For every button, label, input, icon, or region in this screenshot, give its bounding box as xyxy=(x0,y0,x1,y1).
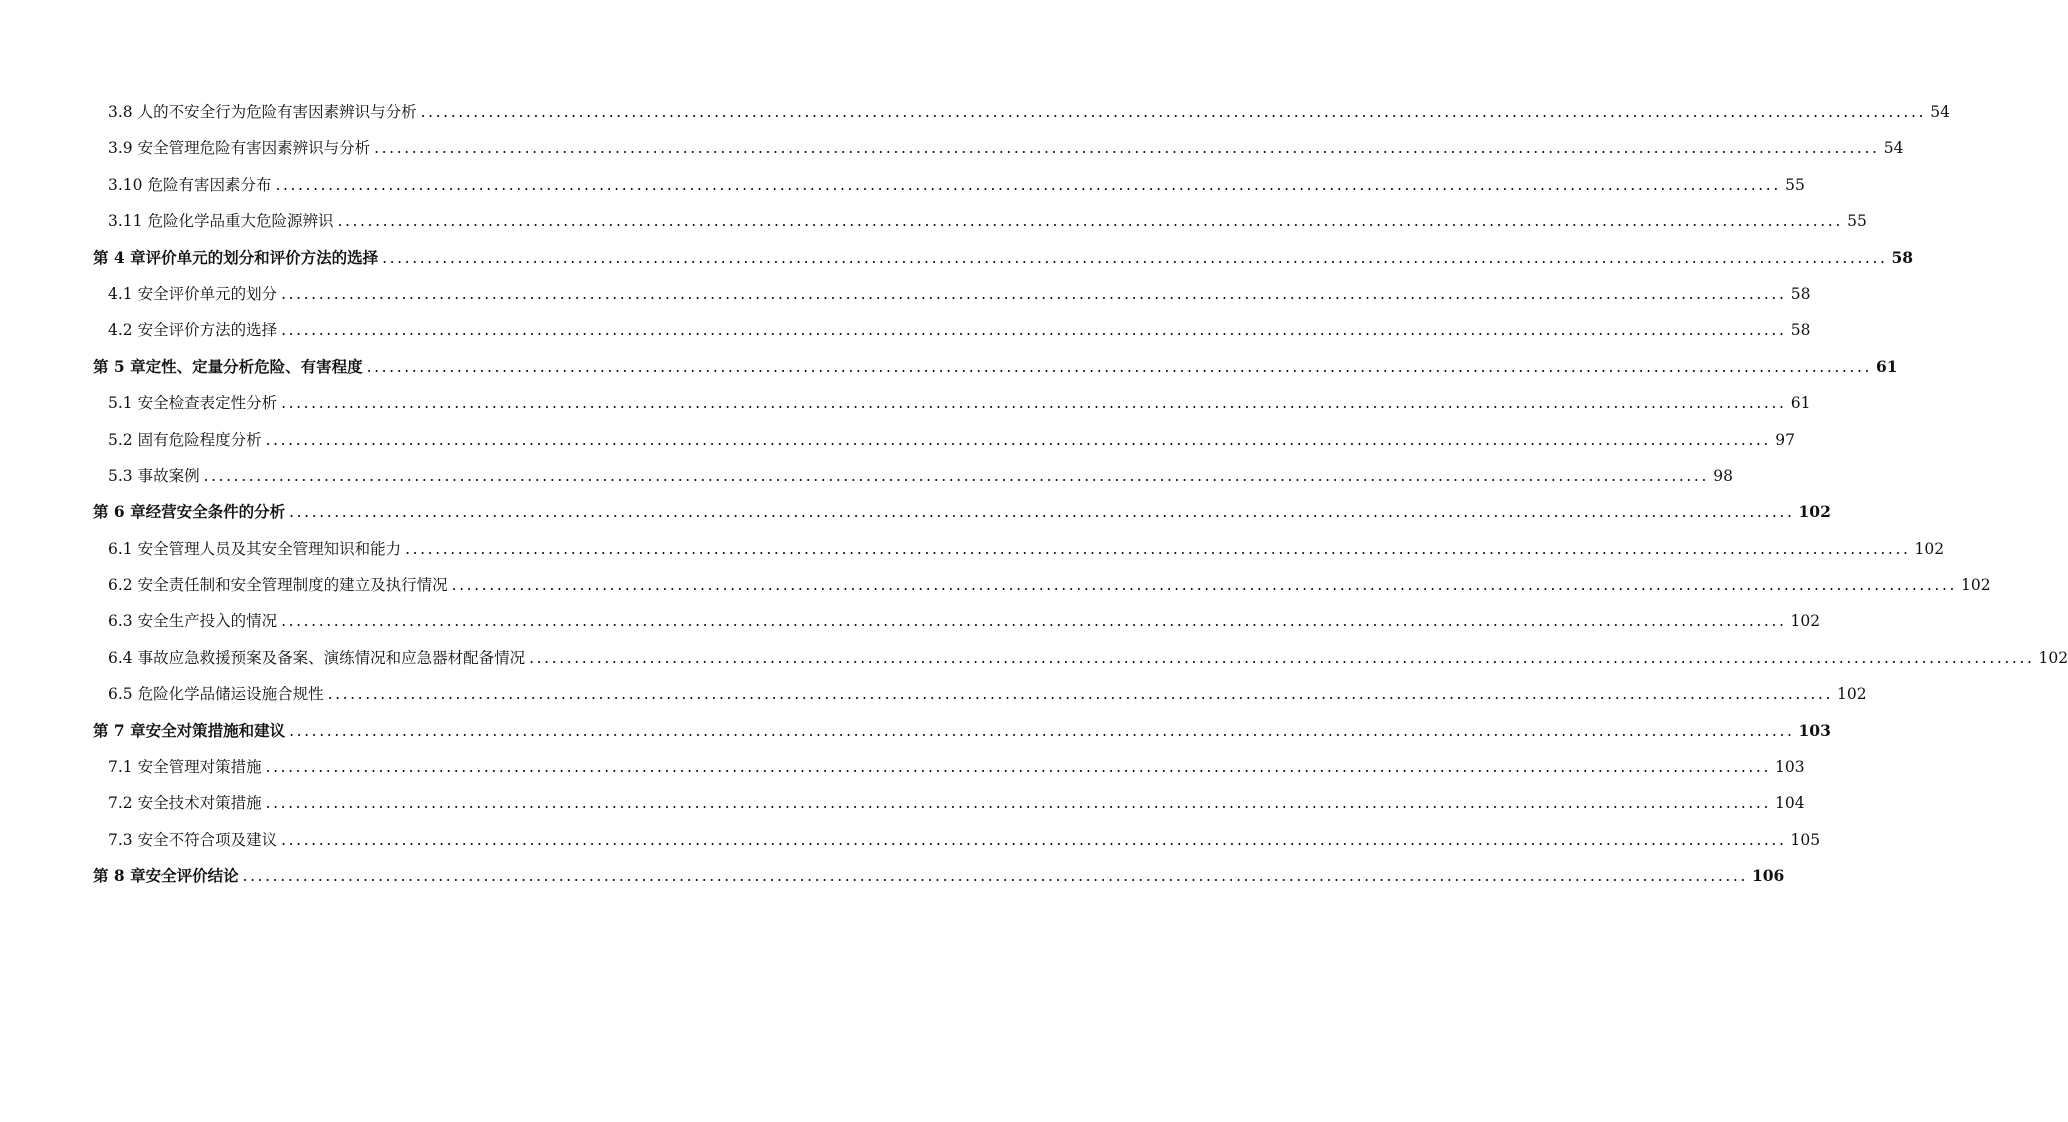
toc-entry[interactable] xyxy=(93,458,1733,494)
toc-entry[interactable] xyxy=(93,603,1821,639)
toc-page-number: 105 xyxy=(1790,830,1821,849)
toc-dot-leader: ........................................................................................................................................................................................................ xyxy=(281,284,1787,303)
toc-dot-leader: ........................................................................................................................................................................................................ xyxy=(289,721,1795,740)
toc-page-number: 103 xyxy=(1774,758,1805,777)
toc-entry[interactable] xyxy=(93,531,1945,567)
toc-entry[interactable] xyxy=(93,385,1811,421)
toc-page-number: 103 xyxy=(1798,720,1831,740)
toc-dot-leader: ........................................................................................................................................................................................................ xyxy=(327,685,1833,704)
toc-chapter-entry[interactable] xyxy=(93,494,1831,530)
toc-dot-leader: ........................................................................................................................................................................................................ xyxy=(281,394,1787,413)
toc-entry[interactable] xyxy=(93,167,1805,203)
toc-dot-leader: ........................................................................................................................................................................................................ xyxy=(242,867,1748,886)
toc-page-number: 55 xyxy=(1847,212,1867,231)
toc-page-number: 58 xyxy=(1790,321,1811,340)
toc-dot-leader: ........................................................................................................................................................................................................ xyxy=(289,503,1795,522)
toc-page-number: 61 xyxy=(1790,394,1811,413)
toc-dot-leader: ........................................................................................................................................................................................................ xyxy=(382,248,1888,267)
toc-page-number: 102 xyxy=(1836,685,1867,704)
toc-page-number: 102 xyxy=(2038,648,2068,667)
toc-page-number: 102 xyxy=(1961,576,1991,595)
toc-chapter-entry[interactable] xyxy=(93,713,1831,749)
toc-chapter-title: 第 4 章评价单元的划分和评价方法的选择 xyxy=(93,247,379,267)
toc-dot-leader: ........................................................................................................................................................................................................ xyxy=(529,648,2035,667)
toc-dot-leader: ........................................................................................................................................................................................................ xyxy=(281,830,1787,849)
toc-entry-title: 6.3 安全生产投入的情况 xyxy=(108,612,278,631)
toc-chapter-title: 第 5 章定性、定量分析危险、有害程度 xyxy=(93,356,363,376)
toc-page-number: 102 xyxy=(1914,539,1945,558)
toc-dot-leader: ........................................................................................................................................................................................................ xyxy=(265,430,1771,449)
toc-page-number: 102 xyxy=(1798,502,1831,522)
toc-dot-leader: ........................................................................................................................................................................................................ xyxy=(366,357,1872,376)
toc-entry-title: 6.2 安全责任制和安全管理制度的建立及执行情况 xyxy=(108,576,448,595)
toc-dot-leader: ........................................................................................................................................................................................................ xyxy=(203,466,1709,485)
toc-entry-title: 3.10 危险有害因素分布 xyxy=(108,175,272,194)
toc-entry[interactable] xyxy=(93,422,1795,458)
toc-chapter-title: 第 7 章安全对策措施和建议 xyxy=(93,720,286,740)
toc-entry-title: 5.3 事故案例 xyxy=(108,466,200,485)
toc-entry-title: 7.1 安全管理对策措施 xyxy=(108,758,262,777)
toc-entry[interactable] xyxy=(93,203,1867,239)
toc-page-number: 61 xyxy=(1876,356,1898,376)
toc-entry-title: 3.8 人的不安全行为危险有害因素辨识与分析 xyxy=(108,103,417,121)
toc-dot-leader: ........................................................................................................................................................................................................ xyxy=(265,794,1771,813)
toc-entry-title: 5.2 固有危险程度分析 xyxy=(108,430,262,449)
toc-page-number: 104 xyxy=(1774,794,1805,813)
toc-entry[interactable] xyxy=(93,676,1867,712)
toc-chapter-title: 第 6 章经营安全条件的分析 xyxy=(93,502,286,522)
toc-chapter-entry[interactable] xyxy=(93,240,1914,276)
toc-entry[interactable] xyxy=(93,822,1821,858)
toc-dot-leader: ........................................................................................................................................................................................................ xyxy=(337,212,1843,231)
toc-dot-leader: ........................................................................................................................................................................................................ xyxy=(281,612,1787,631)
table-of-contents xyxy=(93,94,2068,895)
toc-entry-title: 3.11 危险化学品重大危险源辨识 xyxy=(108,212,334,231)
toc-dot-leader: ........................................................................................................................................................................................................ xyxy=(420,103,1926,121)
toc-page-number: 54 xyxy=(1883,139,1904,158)
toc-chapter-entry[interactable] xyxy=(93,858,1785,894)
toc-entry-title: 4.1 安全评价单元的划分 xyxy=(108,284,278,303)
toc-entry[interactable] xyxy=(93,785,1805,821)
toc-entry-title: 5.1 安全检查表定性分析 xyxy=(108,394,278,413)
toc-page-number: 97 xyxy=(1775,430,1795,449)
toc-entry-title: 4.2 安全评价方法的选择 xyxy=(108,321,278,340)
toc-entry-title: 7.3 安全不符合项及建议 xyxy=(108,830,278,849)
toc-page-number: 58 xyxy=(1790,284,1811,303)
toc-entry-title: 6.5 危险化学品储运设施合规性 xyxy=(108,685,324,704)
toc-entry-title: 6.4 事故应急救援预案及备案、演练情况和应急器材配备情况 xyxy=(108,648,526,667)
toc-entry[interactable] xyxy=(93,130,1904,166)
toc-entry[interactable] xyxy=(93,312,1811,348)
toc-page-number: 55 xyxy=(1785,175,1805,194)
toc-page-number: 106 xyxy=(1751,866,1785,886)
toc-entry-title: 6.1 安全管理人员及其安全管理知识和能力 xyxy=(108,539,402,558)
toc-dot-leader: ........................................................................................................................................................................................................ xyxy=(405,539,1911,558)
toc-entry-title: 3.9 安全管理危险有害因素辨识与分析 xyxy=(108,139,371,158)
toc-chapter-entry[interactable] xyxy=(93,349,1898,385)
toc-dot-leader: ........................................................................................................................................................................................................ xyxy=(451,576,1957,595)
toc-entry[interactable] xyxy=(93,276,1811,312)
toc-dot-leader: ........................................................................................................................................................................................................ xyxy=(275,175,1781,194)
toc-entry-title: 7.2 安全技术对策措施 xyxy=(108,794,262,813)
toc-page-number: 98 xyxy=(1713,466,1733,485)
toc-page-number: 54 xyxy=(1930,103,1950,121)
toc-entry[interactable] xyxy=(93,567,1991,603)
toc-entry[interactable] xyxy=(93,749,1805,785)
toc-entry[interactable] xyxy=(93,640,2068,676)
toc-entry[interactable] xyxy=(93,94,1950,130)
toc-chapter-title: 第 8 章安全评价结论 xyxy=(93,866,239,886)
toc-dot-leader: ........................................................................................................................................................................................................ xyxy=(281,321,1787,340)
toc-dot-leader: ........................................................................................................................................................................................................ xyxy=(265,758,1771,777)
toc-page-number: 58 xyxy=(1891,247,1914,267)
toc-page-number: 102 xyxy=(1790,612,1821,631)
toc-dot-leader: ........................................................................................................................................................................................................ xyxy=(374,139,1880,158)
